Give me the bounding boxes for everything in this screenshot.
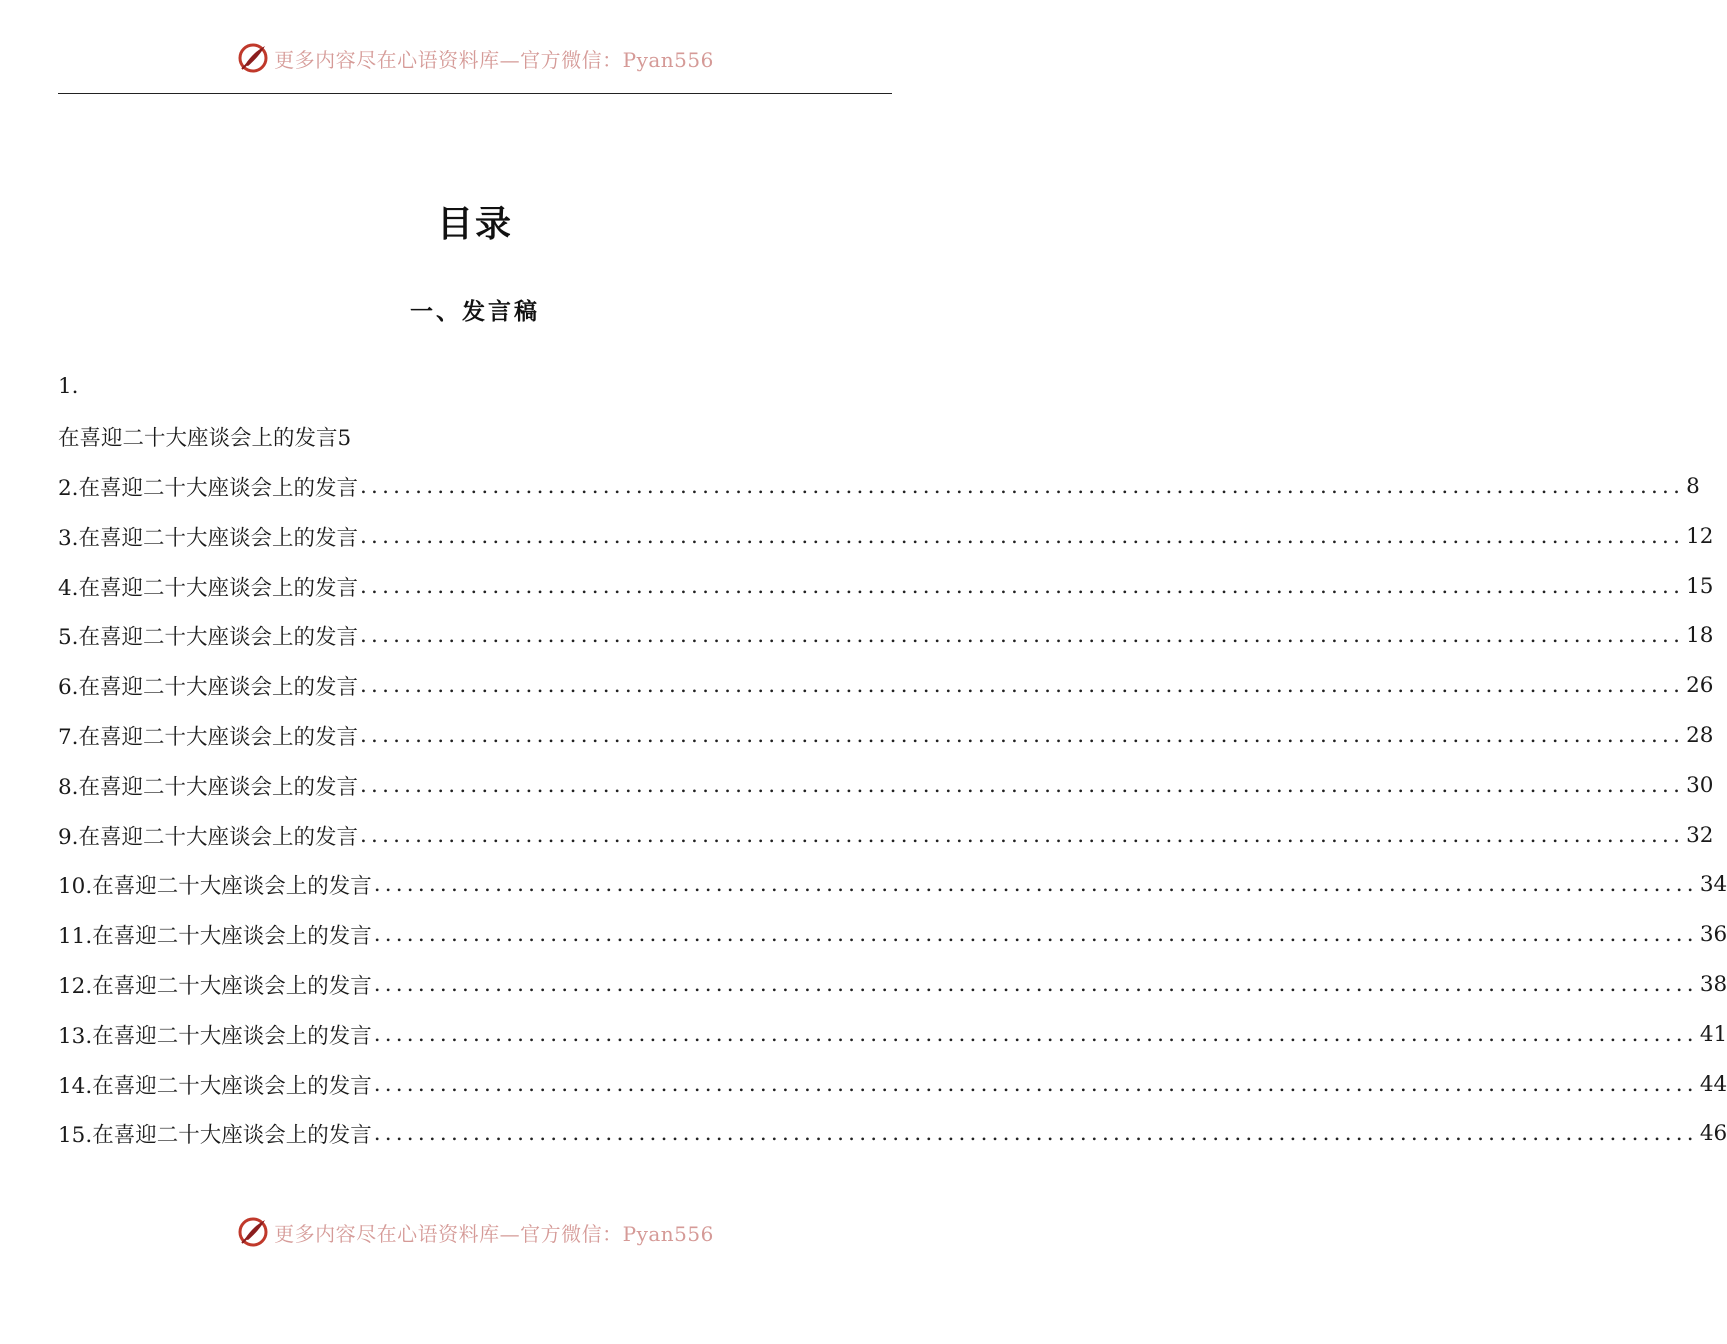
footer-banner xyxy=(0,1212,950,1252)
toc-entry-label: 9.在喜迎二十大座谈会上的发言 xyxy=(58,824,359,850)
toc-dot-leader: ........................................................................................................................ xyxy=(373,1121,1698,1147)
header-rule xyxy=(58,93,892,94)
toc-entry[interactable] xyxy=(58,910,1727,960)
header-banner-text: 更多内容尽在心语资料库—官方微信：Pyan556 xyxy=(274,47,714,72)
toc-entry-page: 46 xyxy=(1699,1121,1727,1147)
page-title: 目录 xyxy=(436,204,513,245)
toc-entry-label: 3.在喜迎二十大座谈会上的发言 xyxy=(58,525,359,551)
toc-first-title[interactable]: 在喜迎二十大座谈会上的发言5 xyxy=(58,426,352,452)
table-of-contents xyxy=(58,362,1727,1159)
toc-dot-leader: ........................................................................................................................ xyxy=(373,922,1698,948)
toc-entry-page: 41 xyxy=(1699,1021,1727,1047)
quill-logo-icon xyxy=(236,1215,270,1249)
toc-dot-leader: ........................................................................................................................ xyxy=(360,573,1685,599)
toc-dot-leader: ........................................................................................................................ xyxy=(360,822,1685,848)
toc-entry-page: 34 xyxy=(1699,872,1727,898)
toc-entry-page: 8 xyxy=(1686,473,1700,499)
toc-entry-list xyxy=(58,462,1727,1159)
toc-entry-label: 5.在喜迎二十大座谈会上的发言 xyxy=(58,625,359,651)
toc-dot-leader: ........................................................................................................................ xyxy=(373,1021,1698,1047)
toc-dot-leader: ........................................................................................................................ xyxy=(360,673,1685,699)
toc-entry-page: 15 xyxy=(1686,573,1714,599)
toc-entry[interactable] xyxy=(58,661,1714,711)
toc-entry-label: 10.在喜迎二十大座谈会上的发言 xyxy=(58,874,372,900)
toc-entry-page: 30 xyxy=(1686,772,1714,798)
toc-entry-page: 26 xyxy=(1686,673,1714,699)
toc-entry-page: 36 xyxy=(1699,922,1727,948)
toc-dot-leader: ........................................................................................................................ xyxy=(360,623,1685,649)
toc-entry[interactable] xyxy=(58,1009,1727,1059)
toc-dot-leader: ........................................................................................................................ xyxy=(360,473,1685,499)
toc-entry-page: 38 xyxy=(1699,971,1727,997)
toc-entry-page: 18 xyxy=(1686,623,1714,649)
toc-entry[interactable] xyxy=(58,462,1700,512)
toc-dot-leader: ........................................................................................................................ xyxy=(360,772,1685,798)
toc-entry-label: 11.在喜迎二十大座谈会上的发言 xyxy=(58,924,372,950)
toc-entry[interactable] xyxy=(58,860,1727,910)
quill-logo-icon xyxy=(236,41,270,75)
toc-dot-leader: ........................................................................................................................ xyxy=(373,1071,1698,1097)
toc-dot-leader: ........................................................................................................................ xyxy=(373,971,1698,997)
toc-entry[interactable] xyxy=(58,1109,1727,1159)
toc-entry-label: 12.在喜迎二十大座谈会上的发言 xyxy=(58,973,372,999)
toc-dot-leader: ........................................................................................................................ xyxy=(360,722,1685,748)
toc-entry-label: 4.在喜迎二十大座谈会上的发言 xyxy=(58,575,359,601)
toc-first-number[interactable]: 1. xyxy=(58,374,79,400)
toc-entry-page: 12 xyxy=(1686,523,1714,549)
header-banner xyxy=(0,38,950,78)
toc-entry-label: 8.在喜迎二十大座谈会上的发言 xyxy=(58,774,359,800)
toc-entry[interactable] xyxy=(58,1059,1727,1109)
toc-entry[interactable] xyxy=(58,561,1714,611)
toc-entry[interactable] xyxy=(58,511,1714,561)
toc-entry-label: 6.在喜迎二十大座谈会上的发言 xyxy=(58,675,359,701)
toc-entry-page: 44 xyxy=(1699,1071,1727,1097)
toc-entry-label: 14.在喜迎二十大座谈会上的发言 xyxy=(58,1073,372,1099)
toc-entry[interactable] xyxy=(58,711,1714,761)
toc-entry-label: 2.在喜迎二十大座谈会上的发言 xyxy=(58,475,359,501)
toc-dot-leader: ........................................................................................................................ xyxy=(360,523,1685,549)
section-heading: 一、发言稿 xyxy=(410,299,540,325)
toc-entry[interactable] xyxy=(58,611,1714,661)
toc-entry[interactable] xyxy=(58,760,1714,810)
toc-dot-leader: ........................................................................................................................ xyxy=(373,872,1698,898)
toc-entry-label: 15.在喜迎二十大座谈会上的发言 xyxy=(58,1123,372,1149)
toc-entry-label: 13.在喜迎二十大座谈会上的发言 xyxy=(58,1023,372,1049)
toc-entry[interactable] xyxy=(58,960,1727,1010)
toc-entry[interactable] xyxy=(58,810,1714,860)
toc-entry-page: 32 xyxy=(1686,822,1714,848)
toc-entry-label: 7.在喜迎二十大座谈会上的发言 xyxy=(58,724,359,750)
toc-entry-page: 28 xyxy=(1686,722,1714,748)
footer-banner-text: 更多内容尽在心语资料库—官方微信：Pyan556 xyxy=(274,1221,714,1246)
